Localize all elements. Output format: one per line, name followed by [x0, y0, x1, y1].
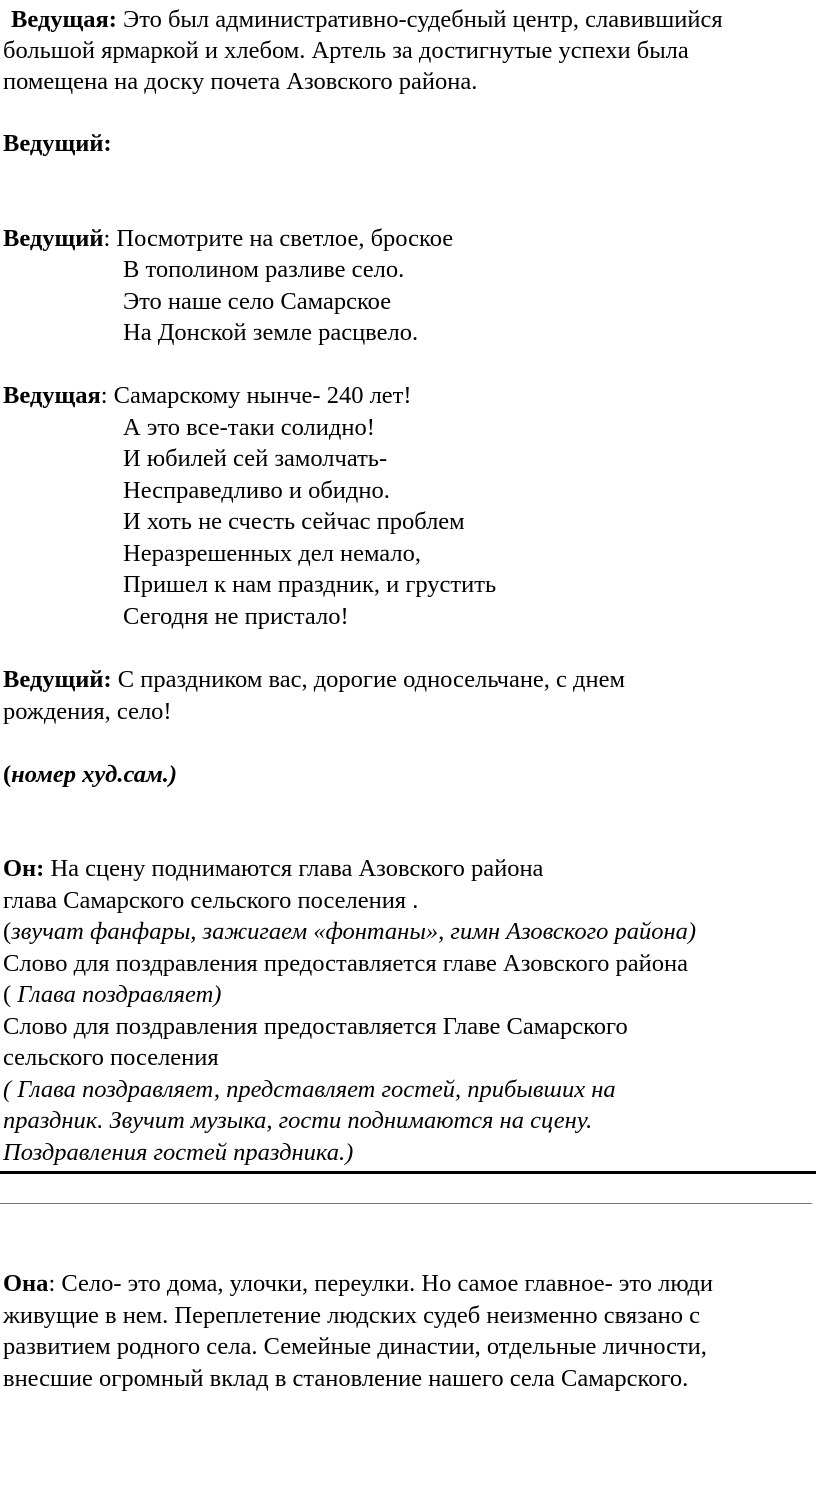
poem-line: Пришел к нам праздник, и грустить: [123, 571, 497, 598]
poem-line: На Донской земле расцвело.: [123, 319, 419, 346]
speaker-label: Он:: [3, 855, 45, 882]
poem-line: [3, 380, 412, 412]
paren: (: [3, 981, 18, 1008]
paragraph-line: [3, 128, 112, 160]
horizontal-rule-thick: [0, 1171, 816, 1174]
stage-direction-text: звучат фанфары, зажигаем «фонтаны», гимн Азовского района): [11, 918, 697, 945]
poem-line: И юбилей сей замолчать-: [123, 445, 388, 472]
poem-text: : Посмотрите на светлое, броское: [103, 225, 454, 252]
paragraph-line: внесшие огромный вклад в становление нашего села Самарского.: [3, 1365, 689, 1392]
horizontal-rule-thin: [0, 1203, 812, 1204]
paragraph-line: большой ярмаркой и хлебом. Артель за достигнутые успехи была: [3, 37, 689, 64]
speaker-label: Ведущая: [3, 382, 101, 409]
stage-direction-text: праздник. Звучит музыка, гости поднимаются на сцену.: [3, 1107, 593, 1134]
stage-direction-text: номер худ.сам.): [11, 761, 178, 788]
stage-direction-text: Глава поздравляет): [17, 981, 222, 1008]
poem-text: : Самарскому нынче- 240 лет!: [100, 382, 412, 409]
speaker-label: Ведущий:: [3, 666, 112, 693]
paragraph-line: Слово для поздравления предоставляется Главе Самарского: [3, 1013, 628, 1040]
poem-line: В тополином разливе село.: [123, 256, 405, 283]
stage-direction: [3, 1105, 592, 1137]
paragraph-line: [3, 853, 543, 885]
speaker-label: Ведущая:: [11, 6, 117, 33]
paragraph-text: На сцену поднимаются глава Азовского района: [44, 855, 544, 882]
speaker-label: Ведущий:: [3, 130, 112, 157]
stage-direction-text: ( Глава поздравляет, представляет гостей, прибывших на: [3, 1076, 616, 1103]
speaker-label: Она: [3, 1270, 49, 1297]
paren: (: [3, 761, 12, 788]
paragraph-text: Это был административно-судебный центр, славившийся: [116, 6, 723, 33]
poem-line: [3, 223, 453, 255]
stage-direction: [3, 1137, 353, 1169]
stage-direction: [3, 979, 221, 1011]
poem-line: Сегодня не пристало!: [123, 603, 349, 630]
poem-line: Неразрешенных дел немало,: [123, 540, 421, 567]
stage-direction: [3, 916, 696, 948]
stage-direction: [3, 759, 177, 791]
stage-direction: [3, 1074, 616, 1106]
paragraph-line: [11, 4, 723, 36]
poem-line: Несправедливо и обидно.: [123, 477, 390, 504]
paragraph-text: С праздником вас, дорогие односельчане, с днем: [111, 666, 626, 693]
paragraph-line: [3, 1268, 713, 1300]
poem-line: Это наше село Самарское: [123, 288, 392, 315]
poem-line: И хоть не счесть сейчас проблем: [123, 508, 465, 535]
paragraph-line: развитием родного села. Семейные династии, отдельные личности,: [3, 1333, 707, 1360]
paragraph-line: Слово для поздравления предоставляется главе Азовского района: [3, 950, 689, 977]
paragraph-line: [3, 664, 625, 696]
speaker-label: Ведущий: [3, 225, 104, 252]
poem-line: А это все-таки солидно!: [123, 414, 375, 441]
paragraph-line: сельского поселения: [3, 1044, 219, 1071]
paragraph-line: помещена на доску почета Азовского района.: [3, 68, 478, 95]
stage-direction-text: Поздравления гостей праздника.): [3, 1139, 354, 1166]
paragraph-line: живущие в нем. Переплетение людских судеб неизменно связано с: [3, 1302, 701, 1329]
paragraph-line: глава Самарского сельского поселения .: [3, 887, 419, 914]
paren: (: [3, 918, 12, 945]
paragraph-line: рождения, село!: [3, 698, 172, 725]
paragraph-text: : Село- это дома, улочки, переулки. Но самое главное- это люди: [48, 1270, 713, 1297]
